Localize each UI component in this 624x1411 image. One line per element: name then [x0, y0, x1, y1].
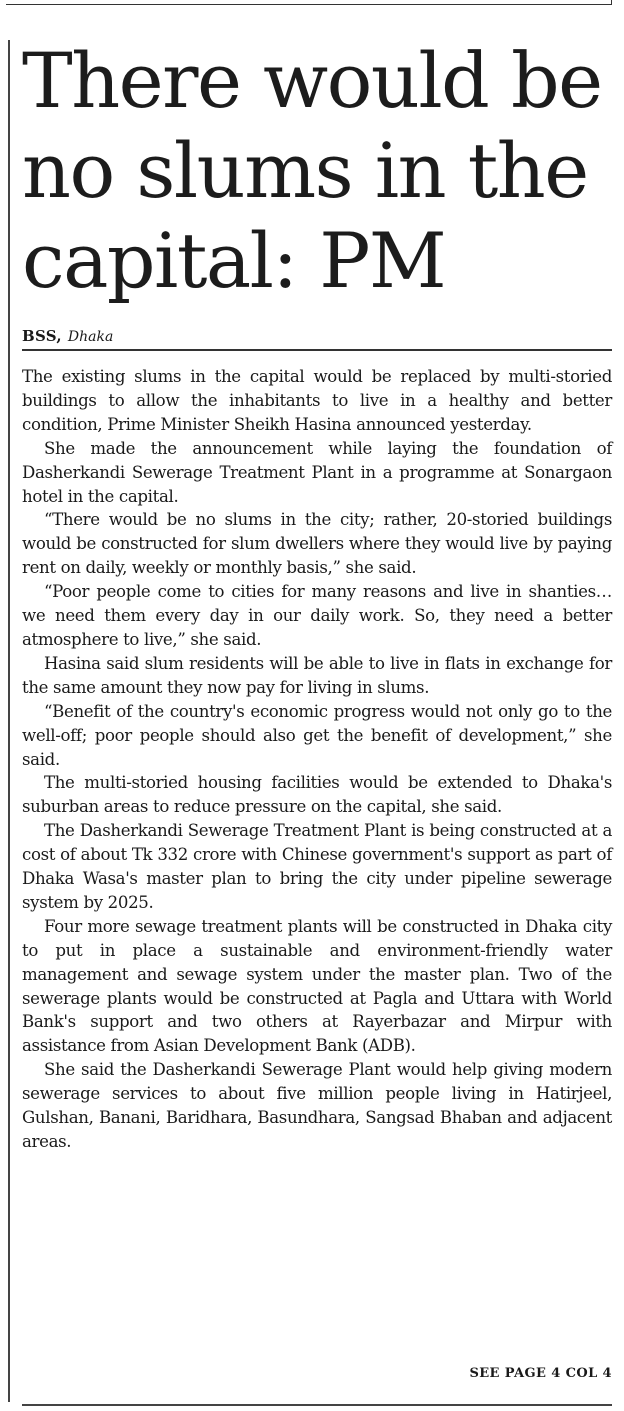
paragraph: Hasina said slum residents will be able to live in flats in exchange for the same amount they now pay for living in slums. — [22, 653, 612, 697]
paragraph: “There would be no slums in the city; rather, 20-storied buildings would be constructed for slum dwellers where they would live by paying rent on daily, weekly or monthly basis,” she said. — [22, 510, 612, 578]
paragraph: She said the Dasherkandi Sewerage Plant would help giving modern sewerage services to about five million people living in Hatirjeel, Gulshan, Banani, Baridhara, Basundhara, Sangsad Bhaban and adjacent areas. — [22, 1060, 612, 1151]
byline — [22, 326, 113, 347]
column-left-rule — [8, 40, 10, 1402]
byline-place: Dhaka — [67, 329, 114, 345]
article-body — [22, 365, 612, 1154]
paragraph: She made the announcement while laying the foundation of Dasherkandi Sewerage Treatment Plant in a programme at Sonargaon hotel in the capital. — [22, 438, 612, 506]
paragraph: Four more sewage treatment plants will be constructed in Dhaka city to put in place a sustainable and environment-friendly water management and sewage system under the master plan. Two of the sewerage plants would be constructed at Pagla and Uttara with World Bank's support and two others at Rayerbazar and Mirpur with assistance from Asian Development Bank (ADB). — [22, 916, 612, 1056]
byline-agency: BSS, — [22, 327, 62, 345]
paragraph: The existing slums in the capital would be replaced by multi-storied buildings to allow the inhabitants to live in a healthy and better condition, Prime Minister Sheikh Hasina announced yesterday. — [22, 367, 612, 434]
paragraph: “Poor people come to cities for many reasons and live in shanties… we need them every day in our daily work. So, they need a better atmosphere to live,” she said. — [22, 582, 612, 649]
top-rule-tick — [611, 0, 613, 5]
byline-rule — [22, 349, 612, 351]
bottom-rule — [22, 1404, 612, 1406]
paragraph: The Dasherkandi Sewerage Treatment Plant is being constructed at a cost of about Tk 332 crore with Chinese government's support as part of Dhaka Wasa's master plan to bring the city under pipeline sewerage system by 2025. — [22, 821, 612, 912]
continued-on-link[interactable]: SEE PAGE 4 COL 4 — [469, 1366, 612, 1381]
top-rule — [6, 0, 612, 5]
headline: There would be no slums in the capital: PM — [22, 36, 602, 305]
paragraph: “Benefit of the country's economic progress would not only go to the well-off; poor people should also get the benefit of development,” she said. — [22, 701, 612, 769]
paragraph: The multi-storied housing facilities would be extended to Dhaka's suburban areas to reduce pressure on the capital, she said. — [22, 773, 612, 817]
